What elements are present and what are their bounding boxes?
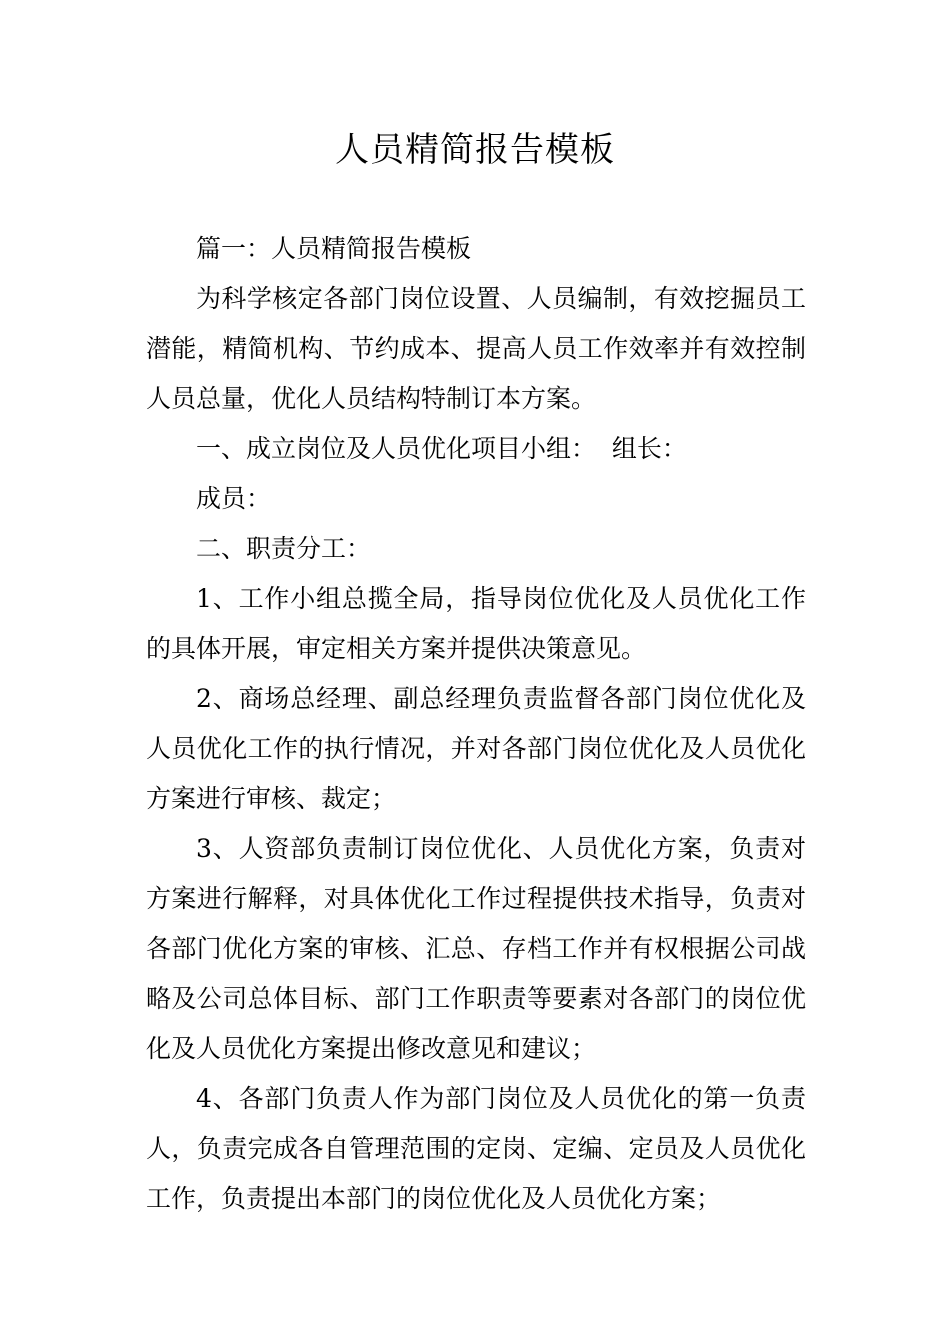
- paragraph-item-4: 4、各部门负责人作为部门岗位及人员优化的第一负责人，负责完成各自管理范围的定岗、定编、定员及人员优化工作，负责提出本部门的岗位优化及人员优化方案；: [146, 1084, 806, 1213]
- paragraph-intro: 为科学核定各部门岗位设置、人员编制，有效挖掘员工潜能，精简机构、节约成本、提高人员工作效率并有效控制人员总量，优化人员结构特制订本方案。: [146, 284, 806, 413]
- paragraph-heading: 篇一：人员精简报告模板: [196, 234, 472, 263]
- document-title: 人员精简报告模板: [335, 130, 615, 170]
- paragraph-item-2: 2、商场总经理、副总经理负责监督各部门岗位优化及人员优化工作的执行情况，并对各部门岗位优化及人员优化方案进行审核、裁定；: [146, 684, 806, 813]
- paragraph-item-1: 1、工作小组总揽全局，指导岗位优化及人员优化工作的具体开展，审定相关方案并提供决策意见。: [146, 584, 806, 663]
- document-body: [146, 224, 806, 1224]
- paragraph-members: 成员：: [196, 484, 272, 513]
- paragraph-section-1: 一、成立岗位及人员优化项目小组： 组长：: [196, 434, 687, 463]
- paragraph-item-3: 3、人资部负责制订岗位优化、人员优化方案，负责对方案进行解释，对具体优化工作过程提供技术指导，负责对各部门优化方案的审核、汇总、存档工作并有权根据公司战略及公司总体目标、部门工作职责等要素对各部门的岗位优化及人员优化方案提出修改意见和建议；: [146, 834, 806, 1063]
- paragraph-section-2: 二、职责分工：: [196, 534, 372, 563]
